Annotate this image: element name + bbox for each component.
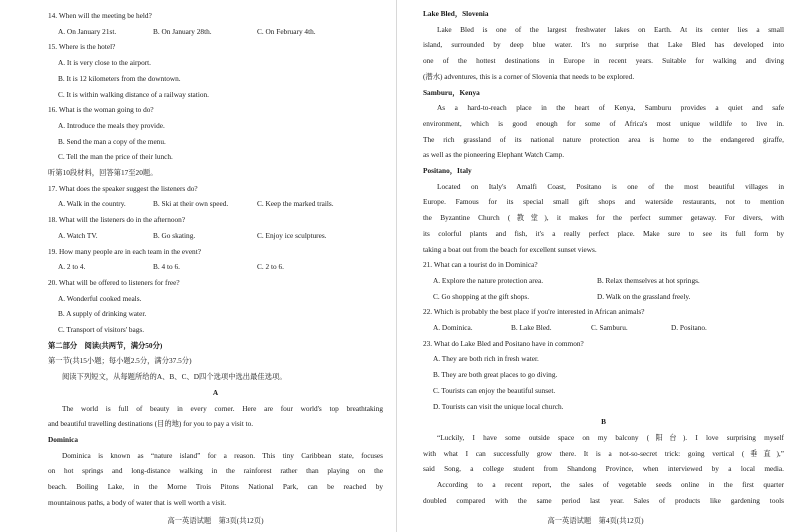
answer-option: A. Wonderful cooked meals. xyxy=(58,293,142,303)
text-line: on hot springs and long-distance walking in the rainforest rather than playing on the xyxy=(48,466,383,476)
text-line: 听第10段材料，回答第17至20题。 xyxy=(48,168,158,178)
question: 22. Which is probably the best place if you're interested in African animals? xyxy=(423,307,645,317)
question: 16. What is the woman going to do? xyxy=(48,105,154,115)
option-row xyxy=(48,259,383,275)
text-line: doubled compared with the same period last year. Sales of products like gardening tools xyxy=(423,495,784,505)
text-line: The world is full of beauty in every corner. Here are four world's top breathtaking xyxy=(62,403,383,413)
text-line: with what I can successfully grow there. It is a not-so-secret trick: going vertical (垂直),” xyxy=(423,448,784,458)
question: 19. How many people are in each team in the event? xyxy=(48,246,201,256)
question: 18. What will the listeners do in the afternoon? xyxy=(48,215,186,225)
question: 14. When will the meeting be held? xyxy=(48,11,152,20)
text-line: the Byzantine Church (教堂), it makes for the perfect summer getaway. For divers, with xyxy=(423,213,784,223)
option: C. 2 to 6. xyxy=(257,262,284,272)
option: C. Enjoy ice sculptures. xyxy=(257,230,327,240)
page-footer-right: 高一英语试题 第4页(共12页) xyxy=(547,516,644,525)
passage-label: A xyxy=(212,387,219,397)
answer-option: C. Tourists can enjoy the beautiful sunset. xyxy=(433,385,556,395)
text-line: 第一节(共15小题；每小题2.5分，满分37.5分) xyxy=(48,356,192,366)
option: A. Dominica. xyxy=(433,323,473,333)
text-line: Europe. Famous for its special small gift shops and waterside restaurants, not to mention xyxy=(423,197,784,207)
option-row xyxy=(423,273,784,289)
answer-option: C. Transport of visitors' bags. xyxy=(58,325,145,335)
option: B. 4 to 6. xyxy=(153,262,180,272)
text-line: Lake Bled is one of the largest freshwater lakes on Earth. At its center lies a small xyxy=(437,24,784,34)
section-heading: Lake Bled，Slovenia xyxy=(423,9,489,18)
option: B. On January 28th. xyxy=(153,26,212,36)
text-line: Located on Italy's Amalfi Coast, Positano is one of the most beautiful villages in xyxy=(437,181,784,191)
section-heading: Samburu，Kenya xyxy=(423,87,480,97)
answer-option: A. They are both rich in fresh water. xyxy=(433,354,539,364)
option-row xyxy=(48,228,383,244)
option: D. Walk on the grassland freely. xyxy=(597,291,691,301)
text-line: and beautiful travelling destinations (目的地) for you to pay a visit to. xyxy=(48,419,254,429)
option-row xyxy=(48,24,383,40)
question: 20. What will be offered to listeners for free? xyxy=(48,277,180,287)
option: C. Keep the marked trails. xyxy=(257,199,334,209)
answer-option: C. Tell the man the price of their lunch. xyxy=(58,152,173,162)
option: A. Walk in the country. xyxy=(58,199,126,209)
right-content xyxy=(423,6,784,509)
option: A. 2 to 4. xyxy=(58,262,86,272)
text-line: said Song, a college student from Shandong Province, when interviewed by a local media. xyxy=(423,464,784,474)
text-line: As a hard-to-reach place in the heart of Kenya, Samburu provides a quiet and safe xyxy=(437,103,784,113)
answer-option: B. They are both great places to go diving. xyxy=(433,370,558,380)
text-line: environment, which is good enough for some of Africa's most unique wildlife to live in. xyxy=(423,118,784,128)
option-row xyxy=(423,289,784,305)
text-line: (潜水) adventures, this is a corner of Slovenia that needs to be explored. xyxy=(423,71,635,81)
option-row xyxy=(48,196,383,212)
answer-option: B. A supply of drinking water. xyxy=(58,309,147,319)
option-row xyxy=(423,320,784,336)
text-line: mountainous paths, a body of water that is well worth a visit. xyxy=(48,497,227,507)
section-heading: Dominica xyxy=(48,434,78,444)
option: A. Watch TV. xyxy=(58,230,98,240)
answer-option: A. Introduce the meals they provide. xyxy=(58,120,165,130)
right-page xyxy=(397,0,794,532)
text-line: 阅读下列短文，从每题所给的A、B、C、D四个选项中选出最佳选项。 xyxy=(62,372,287,382)
option: D. Positano. xyxy=(671,323,707,333)
question: 17. What does the speaker suggest the listeners do? xyxy=(48,183,198,193)
option: C. Go shopping at the gift shops. xyxy=(433,291,530,301)
text-line: “Luckily, I have some outside space on my balcony (阳台). I love surprising myself xyxy=(437,432,784,442)
left-content xyxy=(48,8,383,511)
text-line: its colorful plants and fish, it's a really perfect place. Make sure to see its full form by xyxy=(423,228,784,238)
answer-option: A. It is very close to the airport. xyxy=(58,58,152,68)
option: B. Relax themselves at hot springs. xyxy=(597,275,700,285)
section-heading: Positano，Italy xyxy=(423,166,472,176)
option: B. Ski at their own speed. xyxy=(153,199,229,209)
text-line: as well as the pioneering Elephant Watch Camp. xyxy=(423,150,565,160)
option: A. On January 21st. xyxy=(58,26,117,36)
question: 23. What do Lake Bled and Positano have in common? xyxy=(423,338,584,348)
question: 15. Where is the hotel? xyxy=(48,42,116,52)
page-footer-left: 高一英语试题 第3页(共12页) xyxy=(167,516,264,525)
passage-label: B xyxy=(601,417,606,427)
answer-option: C. It is within walking distance of a railway station. xyxy=(58,89,209,99)
text-line: taking a boat out from the beach for excellent sunset views. xyxy=(423,244,597,254)
option: B. Lake Bled. xyxy=(511,323,552,333)
text-line: The rich grassland of its national nature protection area is home to the endangered giraffe, xyxy=(423,134,784,144)
answer-option: B. It is 12 kilometers from the downtown. xyxy=(58,73,181,83)
section-heading: 第二部分 阅读(共两节，满分50分) xyxy=(48,340,163,350)
answer-option: D. Tourists can visit the unique local church. xyxy=(433,401,564,411)
option: B. Go skating. xyxy=(153,230,196,240)
text-line: beach. Boiling Lake, in the Morne Trois Pitons National Park, can be reached by xyxy=(48,482,383,492)
text-line: Dominica is known as “nature island” for a reason. This tiny Caribbean state, focuses xyxy=(62,450,383,460)
option: C. Samburu. xyxy=(591,323,628,333)
question: 21. What can a tourist do in Dominica? xyxy=(423,260,538,270)
text-line: one of the hottest destinations in Europe in recent years. Suitable for walking and diving xyxy=(423,56,784,66)
text-line: island, surrounded by deep blue water. It's no surprise that Lake Bled has developed into xyxy=(423,40,784,50)
answer-option: B. Send the man a copy of the menu. xyxy=(58,136,166,146)
text-line: According to a recent report, the sales of vegetable seeds online in the first quarter xyxy=(437,480,784,490)
option: A. Explore the nature protection area. xyxy=(433,275,544,285)
option: C. On February 4th. xyxy=(257,26,316,36)
